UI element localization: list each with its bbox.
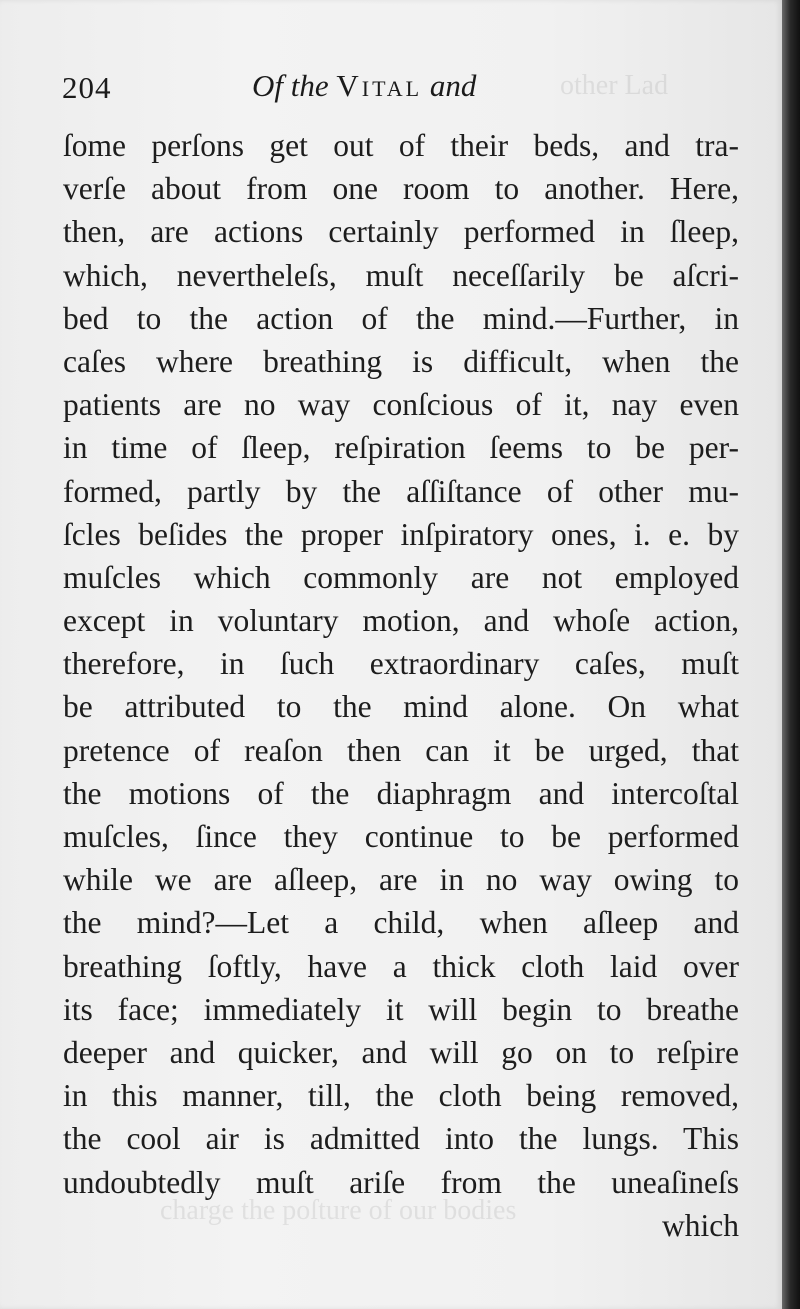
running-title-small-caps: Vital bbox=[336, 68, 423, 103]
show-through-text: charge the poſture of our bodies bbox=[160, 1195, 517, 1226]
running-head bbox=[62, 60, 762, 110]
page-number: 204 bbox=[62, 70, 112, 105]
text-line: formed, partly by the aſſiſtance of other mu- bbox=[63, 473, 739, 509]
running-title bbox=[252, 68, 476, 104]
text-line: which, neverthelеſs, muſt neceſſarily be aſcri- bbox=[63, 257, 739, 293]
show-through-text: other Lad bbox=[560, 70, 669, 101]
text-line: bed to the action of the mind.—Further, in bbox=[63, 300, 739, 336]
text-line: the cool air is admitted into the lungs. This bbox=[63, 1121, 739, 1157]
text-line: its face; immediately it will begin to breathe bbox=[63, 991, 739, 1027]
text-line: in time of ſleep, reſpiration ſeems to be per- bbox=[63, 430, 739, 466]
text-line: the mind?—Let a child, when aſleep and bbox=[63, 905, 739, 941]
text-line: undoubtedly muſt ariſe from the uneaſineſs bbox=[63, 1164, 739, 1200]
text-line: breathing ſoftly, have a thick cloth laid over bbox=[63, 948, 739, 984]
text-line: muſcles which commonly are not employed bbox=[63, 559, 739, 595]
page-edge-shadow bbox=[782, 0, 800, 1309]
text-line: patients are no way conſcious of it, nay even bbox=[63, 387, 739, 423]
text-line: in this manner, till, the cloth being removed, bbox=[63, 1078, 739, 1114]
text-line: while we are aſleep, are in no way owing to bbox=[63, 862, 739, 898]
text-line: deeper and quicker, and will go on to reſpire bbox=[63, 1034, 739, 1070]
text-line: the motions of the diaphragm and intercoſtal bbox=[63, 775, 739, 811]
running-title-prefix: Of the bbox=[252, 68, 329, 103]
text-line: ſome perſons get out of their beds, and tra- bbox=[63, 128, 739, 163]
text-line: muſcles, ſince they continue to be performed bbox=[63, 819, 739, 854]
catchword: which bbox=[662, 1207, 739, 1243]
text-line: caſes where breathing is difficult, when the bbox=[63, 343, 739, 379]
text-line: then, are actions certainly performed in ſleep, bbox=[63, 214, 739, 250]
text-line: ſcles beſides the proper inſpiratory ones, i. e. by bbox=[63, 516, 739, 552]
text-line: therefore, in ſuch extraordinary caſes, muſt bbox=[63, 646, 739, 682]
text-line: except in voluntary motion, and whoſe action, bbox=[63, 603, 739, 639]
text-line: verſe about from one room to another. Here, bbox=[63, 171, 739, 207]
running-title-suffix: and bbox=[429, 68, 477, 103]
body-text bbox=[63, 124, 739, 1247]
text-line: be attributed to the mind alone. On what bbox=[63, 689, 739, 725]
text-line: pretence of reaſon then can it be urged, that bbox=[63, 732, 739, 768]
